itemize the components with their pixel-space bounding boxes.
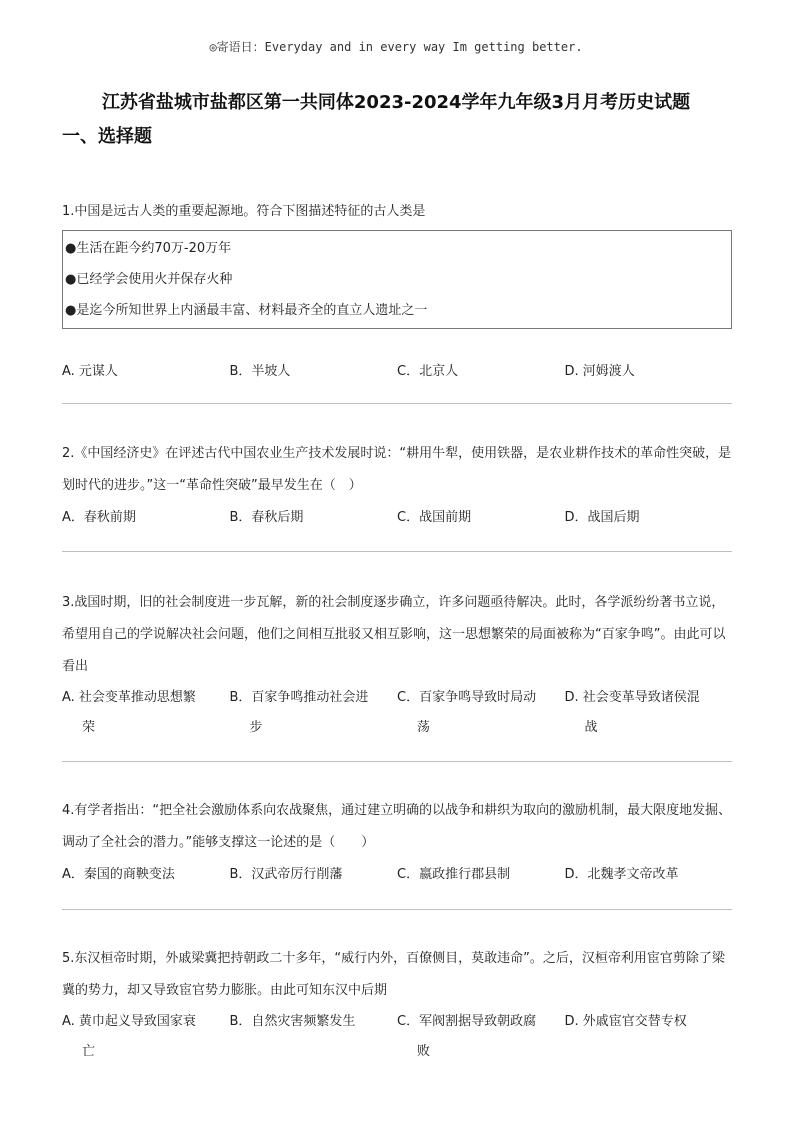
question-stem: 2.《中国经济史》在评述古代中国农业生产技术发展时说：“耕用牛犁，使用铁器，是农业耕作技术的革命性突破，是划时代的进步。”这一“革命性突破”最早发生在（ ） [62,446,732,493]
option-b[interactable]: B．自然灾害频繁发生 [229,1014,356,1029]
option-a[interactable]: A. 黄巾起义导致国家衰 亡 [62,1014,196,1059]
divider [62,909,732,910]
info-line: ●是迄今所知世界上内涵最丰富、材料最齐全的直立人遗址之一 [65,303,428,318]
question-5 [62,943,732,1067]
page-title: 江苏省盐城市盐都区第一共同体2023-2024学年九年级3月月考历史试题 [101,92,691,113]
info-box [62,230,732,329]
option-a[interactable]: A．秦国的商鞅变法 [62,867,175,882]
divider [62,403,732,404]
option-a[interactable]: A. 社会变革推动思想繁 荣 [62,690,196,735]
question-stem: 3.战国时期，旧的社会制度进一步瓦解，新的社会制度逐步确立，许多问题亟待解决。此时，各学派纷纷著书立说，希望用自己的学说解决社会问题，他们之间相互批驳又相互影响，这一思想繁荣的局面被称为“百家争鸣”。由此可以看出 [62,595,726,674]
option-a[interactable]: A．春秋前期 [62,510,136,525]
option-d[interactable]: D. 社会变革导致诸侯混 战 [564,690,700,735]
option-d[interactable]: D. 河姆渡人 [564,364,635,379]
question-2 [62,438,732,534]
options-1 [62,356,732,388]
question-4 [62,795,732,891]
option-a[interactable]: A. 元谋人 [62,364,118,379]
option-d[interactable]: D. 外戚宦官交替专权 [564,1014,687,1029]
divider [62,551,732,552]
option-c[interactable]: C．北京人 [397,364,459,379]
question-1 [62,196,732,329]
info-line: ●已经学会使用火并保存火种 [65,272,233,287]
question-stem: 4.有学者指出：“把全社会激励体系向农战聚焦，通过建立明确的以战争和耕织为取向的激励机制，最大限度地发掘、调动了全社会的潜力。”能够支撑这一论述的是（ ） [62,803,732,850]
motto: ◎寄语日：Everyday and in every way Im getting better. [209,40,583,54]
question-stem: 1.中国是远古人类的重要起源地。符合下图描述特征的古人类是 [62,204,426,219]
divider [62,761,732,762]
option-c[interactable]: C．军阀割据导致朝政腐 败 [397,1014,537,1059]
section-heading: 一、选择题 [62,126,152,147]
option-d[interactable]: D．北魏孝文帝改革 [564,867,679,882]
option-b[interactable]: B．半坡人 [229,364,291,379]
option-c[interactable]: C．百家争鸣导致时局动 荡 [397,690,537,735]
option-c[interactable]: C．战国前期 [397,510,472,525]
option-b[interactable]: B．汉武帝厉行削藩 [229,867,343,882]
question-stem: 5.东汉桓帝时期，外戚梁冀把持朝政二十多年，“威行内外，百僚侧目，莫敢违命”。之后，汉桓帝利用宦官剪除了梁冀的势力，却又导致宦官势力膨胀。由此可知东汉中后期 [62,951,725,998]
info-line: ●生活在距今约70万-20万年 [65,241,232,256]
option-c[interactable]: C．嬴政推行郡县制 [397,867,511,882]
option-b[interactable]: B．春秋后期 [229,510,304,525]
option-d[interactable]: D．战国后期 [564,510,640,525]
option-b[interactable]: B．百家争鸣推动社会进 步 [229,690,369,735]
question-3 [62,587,732,743]
